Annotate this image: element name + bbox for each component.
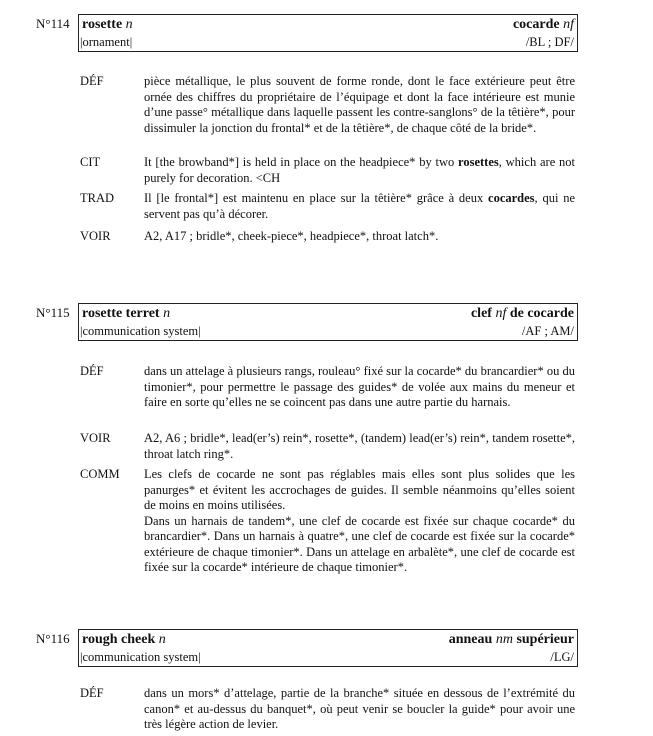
field-text	[144, 467, 575, 576]
term-pos: n	[163, 306, 171, 321]
entry-header-box	[78, 629, 578, 667]
domain: |ornament|	[80, 35, 133, 49]
field-text-part: , qui ne servent pas qu’à décorer.	[144, 191, 575, 221]
term	[82, 17, 133, 33]
field-text-bold: cocardes	[488, 191, 535, 205]
source: /LG/	[550, 650, 574, 664]
field-paragraph: Les clefs de cocarde ne sont pas réglables mais elles sont plus solides que les panurges* et évitent les accrochages de guides. Il semble néanmoins qu’elles soient de moins en moins utilisées.	[144, 467, 575, 512]
equivalent-text-after: de cocarde	[509, 306, 574, 321]
term	[82, 632, 166, 648]
entry-number: N°116	[36, 631, 70, 646]
equivalent-text: clef	[470, 306, 492, 321]
source: /AF ; AM/	[521, 324, 574, 338]
field-text-bold: rosettes	[458, 155, 499, 169]
equivalent-text-after: supérieur	[516, 632, 574, 647]
field-text: pièce métallique, le plus souvent de forme ronde, dont le face extérieure peut être ornée des chiffres du propriétaire de l’équipage et dont la face intérieure est munie d’une passe° métallique dans laquelle passent les contre-sanglons° de la têtière*, pour dissimuler la jonction du frontal* et de la têtière*, de chaque côté de la bride*.	[144, 74, 575, 135]
field-paragraph: Dans un harnais de tandem*, une clef de cocarde est fixée sur chaque cocarde* du brancardier*. Dans un harnais à quatre*, une clef de cocarde est fixée sur la cocarde* extérieure de chaque timonier*. Dans un attelage en arbalète*, une clef de cocarde est fixée sur la cocarde* intérieure de chaque timonier*.	[144, 513, 575, 574]
entry-number: N°115	[36, 305, 70, 320]
field-text-part: Il [le frontal*] est maintenu en place sur la têtière* grâce à deux	[144, 191, 489, 205]
field-text: dans un attelage à plusieurs rangs, rouleau° fixé sur la cocarde* du brancardier* ou du timonier*, pour permettre le passage des guides* de volée aux mains du meneur et faire en sorte qu’elles ne se coincent pas dans une autre partie du harnais.	[144, 364, 575, 409]
source: /BL ; DF/	[525, 35, 574, 49]
equivalent-pos: nm	[495, 632, 513, 647]
field-label: VOIR	[80, 431, 111, 445]
entry-header-box	[78, 14, 578, 52]
equivalent	[449, 632, 574, 648]
field-label: DÉF	[80, 364, 104, 378]
field-text: A2, A17 ; bridle*, cheek-piece*, headpiece*, throat latch*.	[144, 229, 439, 243]
field-label: DÉF	[80, 74, 104, 88]
term-text: rosette	[82, 17, 123, 32]
entry-header-box	[78, 303, 578, 341]
equivalent-text: cocarde	[512, 17, 560, 32]
equivalent-pos: nf	[495, 306, 507, 321]
field-text: A2, A6 ; bridle*, lead(er’s) rein*, rosette*, (tandem) lead(er’s) rein*, tandem rosette*, throat latch ring*.	[144, 431, 575, 461]
field-text	[144, 155, 575, 186]
term	[82, 306, 170, 322]
equivalent	[471, 306, 574, 322]
equivalent-pos: nf	[563, 17, 574, 32]
field-label: DÉF	[80, 686, 104, 700]
term-text: rosette terret	[82, 306, 160, 321]
equivalent-text: anneau	[448, 632, 493, 647]
field-label: VOIR	[80, 229, 111, 243]
field-label: COMM	[80, 467, 120, 481]
term-pos: n	[125, 17, 133, 32]
entry-number: N°114	[36, 16, 70, 31]
field-text-part: , which are not purely for decoration. <CH	[144, 155, 575, 185]
field-text: dans un mors* d’attelage, partie de la branche* située en dessous de l’extrémité du canon* et au-dessus du banquet*, où peut venir se boucler la guide* pour avoir une très légère action de levier.	[144, 686, 575, 731]
field-text	[144, 191, 575, 222]
domain: |communication system|	[80, 324, 201, 338]
term-text: rough cheek	[82, 632, 156, 647]
domain: |communication system|	[80, 650, 201, 664]
equivalent	[513, 17, 574, 33]
field-text-part: It [the browband*] is held in place on the headpiece* by two	[144, 155, 459, 169]
field-label: CIT	[80, 155, 101, 169]
term-pos: n	[158, 632, 166, 647]
field-label: TRAD	[80, 191, 115, 205]
